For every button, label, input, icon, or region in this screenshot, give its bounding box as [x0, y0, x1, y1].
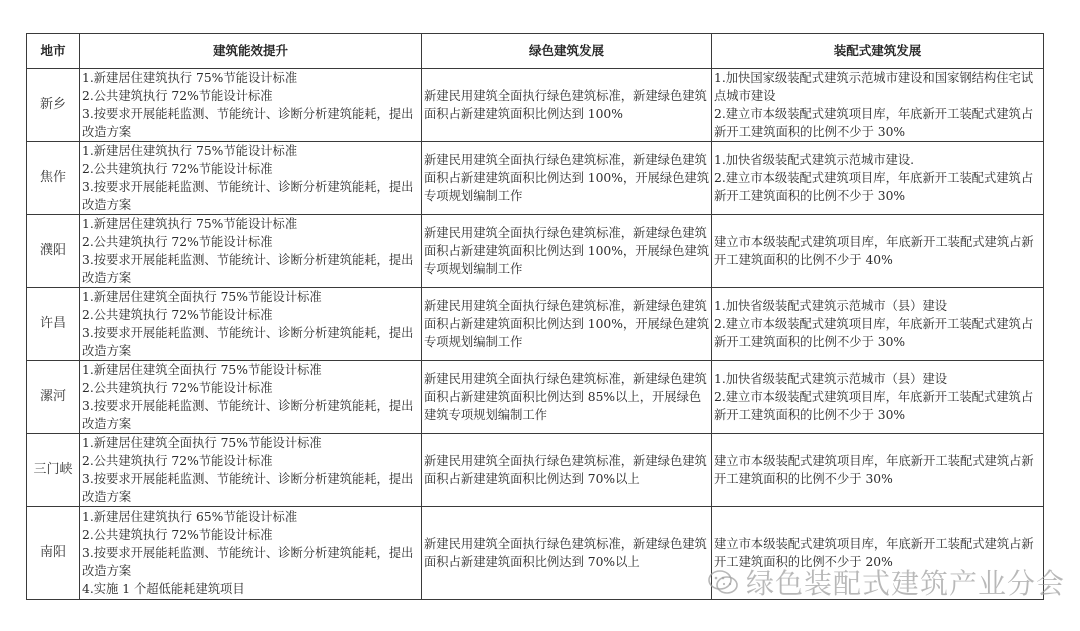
watermark	[706, 562, 1065, 602]
efficiency-item: 3.按要求开展能耗监测、节能统计、诊断分析建筑能耗，提出改造方案	[82, 546, 414, 578]
efficiency-item: 2.公共建筑执行 72%节能设计标准	[82, 454, 273, 468]
table-row	[27, 69, 1044, 142]
table-row	[27, 361, 1044, 434]
efficiency-item: 2.公共建筑执行 72%节能设计标准	[82, 235, 273, 249]
prefab-item: 1.加快省级装配式建筑示范城市建设.	[714, 153, 915, 167]
green-cell	[422, 288, 712, 361]
policy-document	[26, 33, 1043, 600]
prefab-cell	[712, 69, 1044, 142]
prefab-item: 1.加快国家级装配式建筑示范城市建设和国家钢结构住宅试点城市建设	[714, 71, 1034, 103]
table-header-row	[27, 34, 1044, 69]
prefab-cell	[712, 361, 1044, 434]
efficiency-item: 1.新建居住建筑执行 75%节能设计标准	[82, 144, 298, 158]
wechat-icon	[706, 567, 740, 597]
table-row	[27, 434, 1044, 507]
efficiency-item: 2.公共建筑执行 72%节能设计标准	[82, 162, 273, 176]
efficiency-item: 3.按要求开展能耗监测、节能统计、诊断分析建筑能耗，提出改造方案	[82, 399, 414, 431]
prefab-cell	[712, 434, 1044, 507]
header-efficiency: 建筑能效提升	[80, 34, 422, 69]
header-green-building: 绿色建筑发展	[422, 34, 712, 69]
efficiency-cell	[80, 507, 422, 600]
efficiency-item: 4.实施 1 个超低能耗建筑项目	[82, 582, 245, 596]
prefab-item: 建立市本级装配式建筑项目库，年底新开工装配式建筑占新开工建筑面积的比例不少于 20%	[714, 537, 1034, 569]
city-cell: 南阳	[27, 507, 80, 600]
efficiency-item: 3.按要求开展能耗监测、节能统计、诊断分析建筑能耗，提出改造方案	[82, 107, 414, 139]
efficiency-item: 1.新建居住建筑全面执行 75%节能设计标准	[82, 290, 322, 304]
green-item: 新建民用建筑全面执行绿色建筑标准，新建绿色建筑面积占新建建筑面积比例达到 100%，开展绿色建筑专项规划编制工作	[424, 299, 710, 349]
efficiency-item: 3.按要求开展能耗监测、节能统计、诊断分析建筑能耗，提出改造方案	[82, 326, 414, 358]
efficiency-cell	[80, 142, 422, 215]
header-prefab-building: 装配式建筑发展	[712, 34, 1044, 69]
efficiency-item: 3.按要求开展能耗监测、节能统计、诊断分析建筑能耗，提出改造方案	[82, 180, 414, 212]
efficiency-item: 1.新建居住建筑执行 65%节能设计标准	[82, 510, 298, 524]
green-item: 新建民用建筑全面执行绿色建筑标准，新建绿色建筑面积占新建建筑面积比例达到 100%	[424, 89, 707, 121]
prefab-item: 1.加快省级装配式建筑示范城市（县）建设	[714, 299, 948, 313]
prefab-item: 建立市本级装配式建筑项目库，年底新开工装配式建筑占新开工建筑面积的比例不少于 30%	[714, 454, 1034, 486]
efficiency-item: 1.新建居住建筑全面执行 75%节能设计标准	[82, 436, 322, 450]
table-row	[27, 288, 1044, 361]
efficiency-item: 1.新建居住建筑全面执行 75%节能设计标准	[82, 363, 322, 377]
city-cell: 焦作	[27, 142, 80, 215]
city-cell: 漯河	[27, 361, 80, 434]
prefab-item: 2.建立市本级装配式建筑项目库，年底新开工装配式建筑占新开工建筑面积的比例不少于 30%	[714, 171, 1034, 203]
efficiency-cell	[80, 434, 422, 507]
efficiency-item: 2.公共建筑执行 72%节能设计标准	[82, 89, 273, 103]
efficiency-item: 1.新建居住建筑执行 75%节能设计标准	[82, 217, 298, 231]
efficiency-cell	[80, 69, 422, 142]
table-row	[27, 215, 1044, 288]
green-cell	[422, 361, 712, 434]
city-cell: 新乡	[27, 69, 80, 142]
city-cell: 许昌	[27, 288, 80, 361]
prefab-cell	[712, 142, 1044, 215]
prefab-item: 2.建立市本级装配式建筑项目库，年底新开工装配式建筑占新开工建筑面积的比例不少于 30%	[714, 317, 1034, 349]
prefab-item: 2.建立市本级装配式建筑项目库，年底新开工装配式建筑占新开工建筑面积的比例不少于 30%	[714, 107, 1034, 139]
green-item: 新建民用建筑全面执行绿色建筑标准，新建绿色建筑面积占新建建筑面积比例达到 100%，开展绿色建筑专项规划编制工作	[424, 153, 710, 203]
green-item: 新建民用建筑全面执行绿色建筑标准，新建绿色建筑面积占新建建筑面积比例达到 100%，开展绿色建筑专项规划编制工作	[424, 226, 710, 276]
city-cell: 三门峡	[27, 434, 80, 507]
green-cell	[422, 507, 712, 600]
efficiency-item: 2.公共建筑执行 72%节能设计标准	[82, 308, 273, 322]
efficiency-item: 1.新建居住建筑执行 75%节能设计标准	[82, 71, 298, 85]
header-city: 地市	[27, 34, 80, 69]
green-cell	[422, 215, 712, 288]
prefab-item: 1.加快省级装配式建筑示范城市（县）建设	[714, 372, 948, 386]
green-cell	[422, 142, 712, 215]
efficiency-item: 2.公共建筑执行 72%节能设计标准	[82, 381, 273, 395]
efficiency-cell	[80, 215, 422, 288]
green-item: 新建民用建筑全面执行绿色建筑标准，新建绿色建筑面积占新建建筑面积比例达到 70%以上	[424, 454, 707, 486]
watermark-text: 绿色装配式建筑产业分会	[746, 567, 1066, 600]
green-cell	[422, 434, 712, 507]
efficiency-cell	[80, 288, 422, 361]
table-row	[27, 142, 1044, 215]
efficiency-item: 2.公共建筑执行 72%节能设计标准	[82, 528, 273, 542]
green-item: 新建民用建筑全面执行绿色建筑标准，新建绿色建筑面积占新建建筑面积比例达到 70%以上	[424, 537, 707, 569]
city-cell: 濮阳	[27, 215, 80, 288]
prefab-cell	[712, 288, 1044, 361]
green-item: 新建民用建筑全面执行绿色建筑标准，新建绿色建筑面积占新建建筑面积比例达到 85%以上，开展绿色建筑专项规划编制工作	[424, 372, 707, 422]
policy-table	[26, 33, 1044, 600]
efficiency-item: 3.按要求开展能耗监测、节能统计、诊断分析建筑能耗，提出改造方案	[82, 472, 414, 504]
prefab-item: 建立市本级装配式建筑项目库，年底新开工装配式建筑占新开工建筑面积的比例不少于 40%	[714, 235, 1034, 267]
prefab-cell	[712, 215, 1044, 288]
green-cell	[422, 69, 712, 142]
efficiency-item: 3.按要求开展能耗监测、节能统计、诊断分析建筑能耗，提出改造方案	[82, 253, 414, 285]
prefab-item: 2.建立市本级装配式建筑项目库，年底新开工装配式建筑占新开工建筑面积的比例不少于 30%	[714, 390, 1034, 422]
efficiency-cell	[80, 361, 422, 434]
